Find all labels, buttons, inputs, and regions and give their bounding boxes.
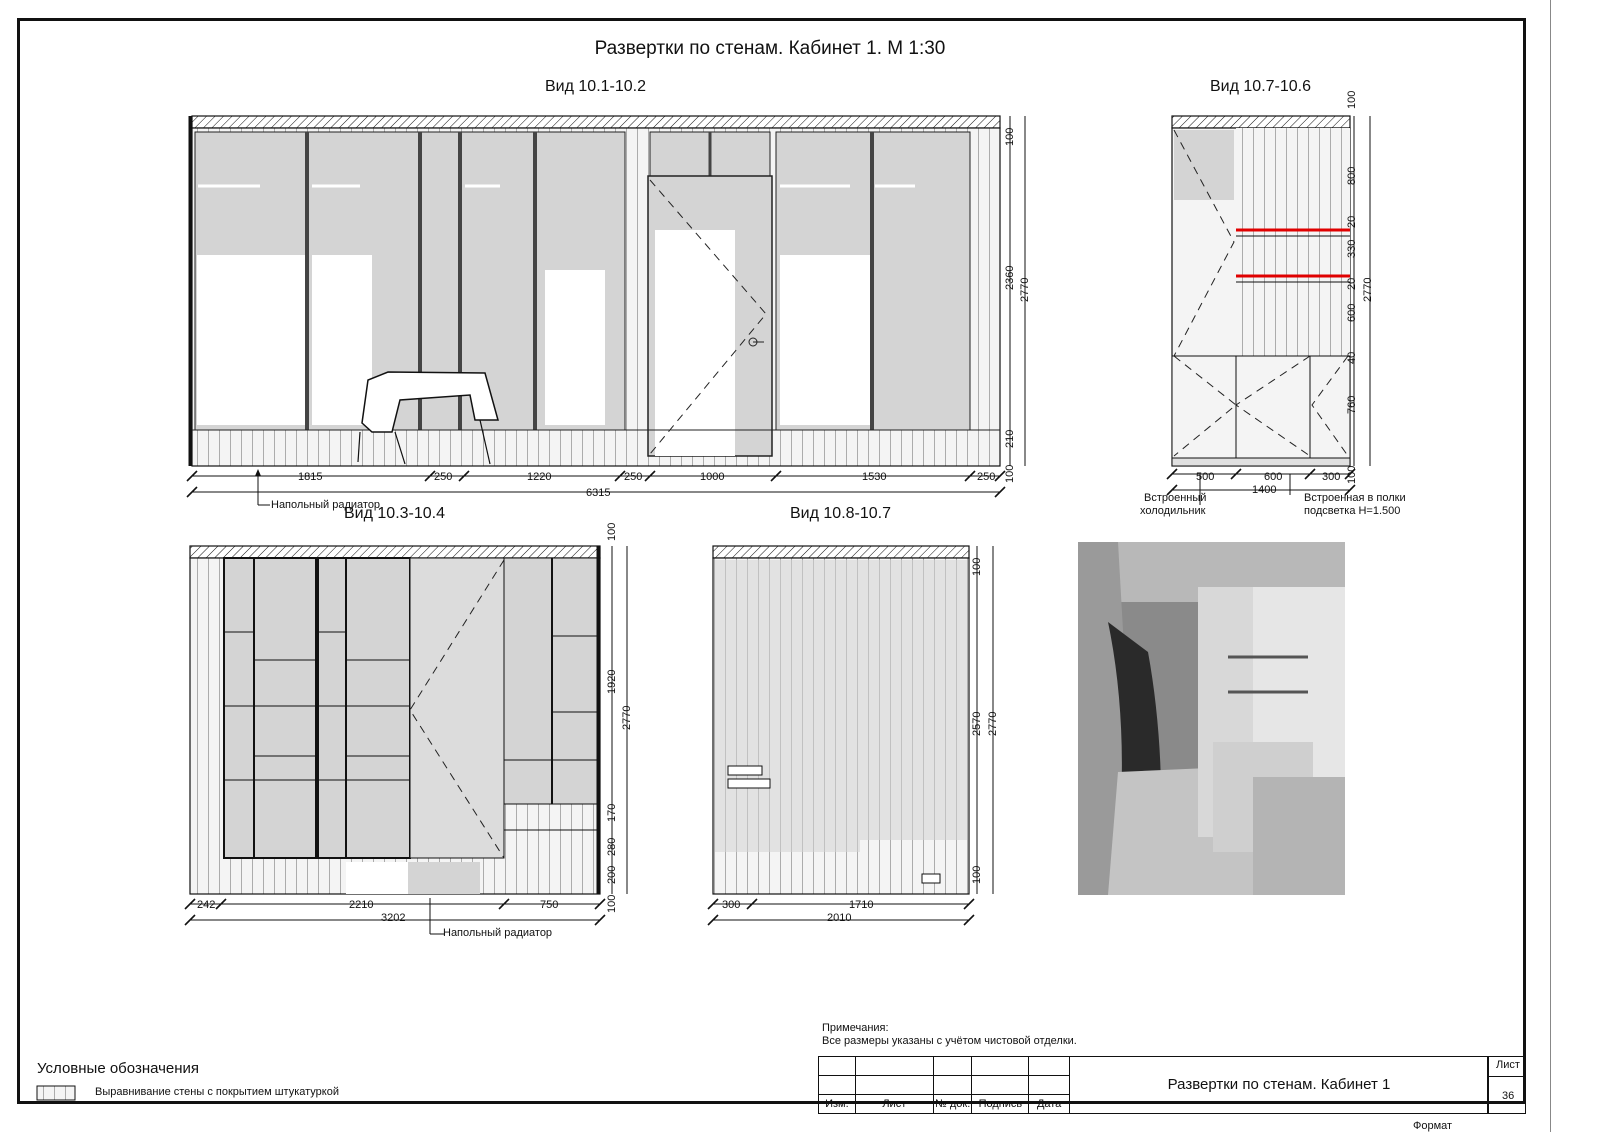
dim-total: 2010 <box>827 912 852 924</box>
vdim-label: 20 <box>1346 215 1358 228</box>
dim-label: 1710 <box>849 899 874 911</box>
col-list: Лист <box>855 1095 933 1114</box>
vdim-label: 100 <box>1346 465 1358 484</box>
dim-label: 1815 <box>298 471 323 483</box>
sheet-number: 36 <box>1502 1090 1515 1102</box>
dim-label: 300 <box>722 899 741 911</box>
vdim-label: 330 <box>1346 239 1358 258</box>
dim-label: 750 <box>540 899 559 911</box>
view-10-8-10-7-drawing <box>708 546 993 925</box>
fridge-note-line2: холодильник <box>1140 505 1206 517</box>
vdim-label: 100 <box>1004 464 1016 483</box>
lighting-note-line2: подсветка Н=1.500 <box>1304 505 1401 517</box>
legend-item-label: Выравнивание стены с покрытием штукатуркой <box>95 1086 339 1098</box>
dim-total: 1400 <box>1252 484 1277 496</box>
vdim-label: 210 <box>1004 429 1016 448</box>
dim-label: 1530 <box>862 471 887 483</box>
sheet-title: Развертки по стенам. Кабинет 1. М 1:30 <box>594 38 946 59</box>
legend-heading: Условные обозначения <box>37 1060 200 1077</box>
vdim-label: 2770 <box>1362 277 1374 302</box>
vdim-label: 200 <box>606 865 618 884</box>
title-block <box>818 1056 1526 1116</box>
legend-swatch <box>37 1086 75 1100</box>
dim-label: 500 <box>1196 471 1215 483</box>
view-title: Вид 10.7-10.6 <box>1210 78 1311 95</box>
vdim-label: 100 <box>971 865 983 884</box>
dim-label: 242 <box>197 899 216 911</box>
dim-label: 250 <box>977 471 996 483</box>
vdim-label: 1920 <box>606 669 618 694</box>
dim-total: 3202 <box>381 912 406 924</box>
lighting-note-line1: Встроенная в полки <box>1304 492 1406 504</box>
dim-label: 2210 <box>349 899 374 911</box>
revision-table <box>818 1056 1070 1114</box>
view-title: Вид 10.1-10.2 <box>545 78 646 95</box>
vdim-label: 2770 <box>987 711 999 736</box>
vdim-label: 800 <box>1346 166 1358 185</box>
vdim-label: 2360 <box>1004 265 1016 290</box>
fridge-note-line1: Встроенный <box>1144 492 1207 504</box>
stamp-title: Развертки по стенам. Кабинет 1 <box>1167 1076 1391 1093</box>
vdim-label: 20 <box>1346 277 1358 290</box>
dim-label: 600 <box>1264 471 1283 483</box>
vdim-label: 100 <box>971 557 983 576</box>
dim-label: 250 <box>624 471 643 483</box>
dim-label: 1220 <box>527 471 552 483</box>
col-doc-number: № док. <box>933 1095 972 1114</box>
view-10-1-10-2-drawing <box>187 116 1025 505</box>
view-title: Вид 10.3-10.4 <box>344 505 445 522</box>
notes-text: Все размеры указаны с учётом чистовой отделки. <box>822 1035 1077 1047</box>
vdim-label: 100 <box>606 522 618 541</box>
vdim-label: 2770 <box>621 705 633 730</box>
format-label: Формат <box>1413 1120 1453 1132</box>
vdim-label: 100 <box>606 894 618 913</box>
vdim-label: 280 <box>606 837 618 856</box>
dim-label: 300 <box>1322 471 1341 483</box>
interior-render-image <box>1078 542 1345 895</box>
vdim-label: 760 <box>1346 395 1358 414</box>
vdim-label: 40 <box>1346 351 1358 364</box>
col-izm: Изм. <box>819 1095 856 1114</box>
vdim-label: 170 <box>606 803 618 822</box>
vdim-label: 100 <box>1346 90 1358 109</box>
radiator-note: Напольный радиатор <box>443 927 553 939</box>
dim-total: 6315 <box>586 487 611 499</box>
vdim-label: 2770 <box>1019 277 1031 302</box>
dim-label: 1000 <box>700 471 725 483</box>
vdim-label: 600 <box>1346 303 1358 322</box>
col-date: Дата <box>1029 1095 1070 1114</box>
view-10-3-10-4-drawing <box>185 546 627 934</box>
dim-label: 250 <box>434 471 453 483</box>
vdim-label: 2570 <box>971 711 983 736</box>
view-title: Вид 10.8-10.7 <box>790 505 891 522</box>
col-signature: Подпись <box>972 1095 1029 1114</box>
notes-heading: Примечания: <box>822 1022 889 1034</box>
view-10-7-10-6-drawing <box>1167 116 1370 505</box>
sheet-label: Лист <box>1496 1059 1520 1071</box>
vdim-label: 100 <box>1004 127 1016 146</box>
radiator-note: Напольный радиатор <box>271 499 381 511</box>
